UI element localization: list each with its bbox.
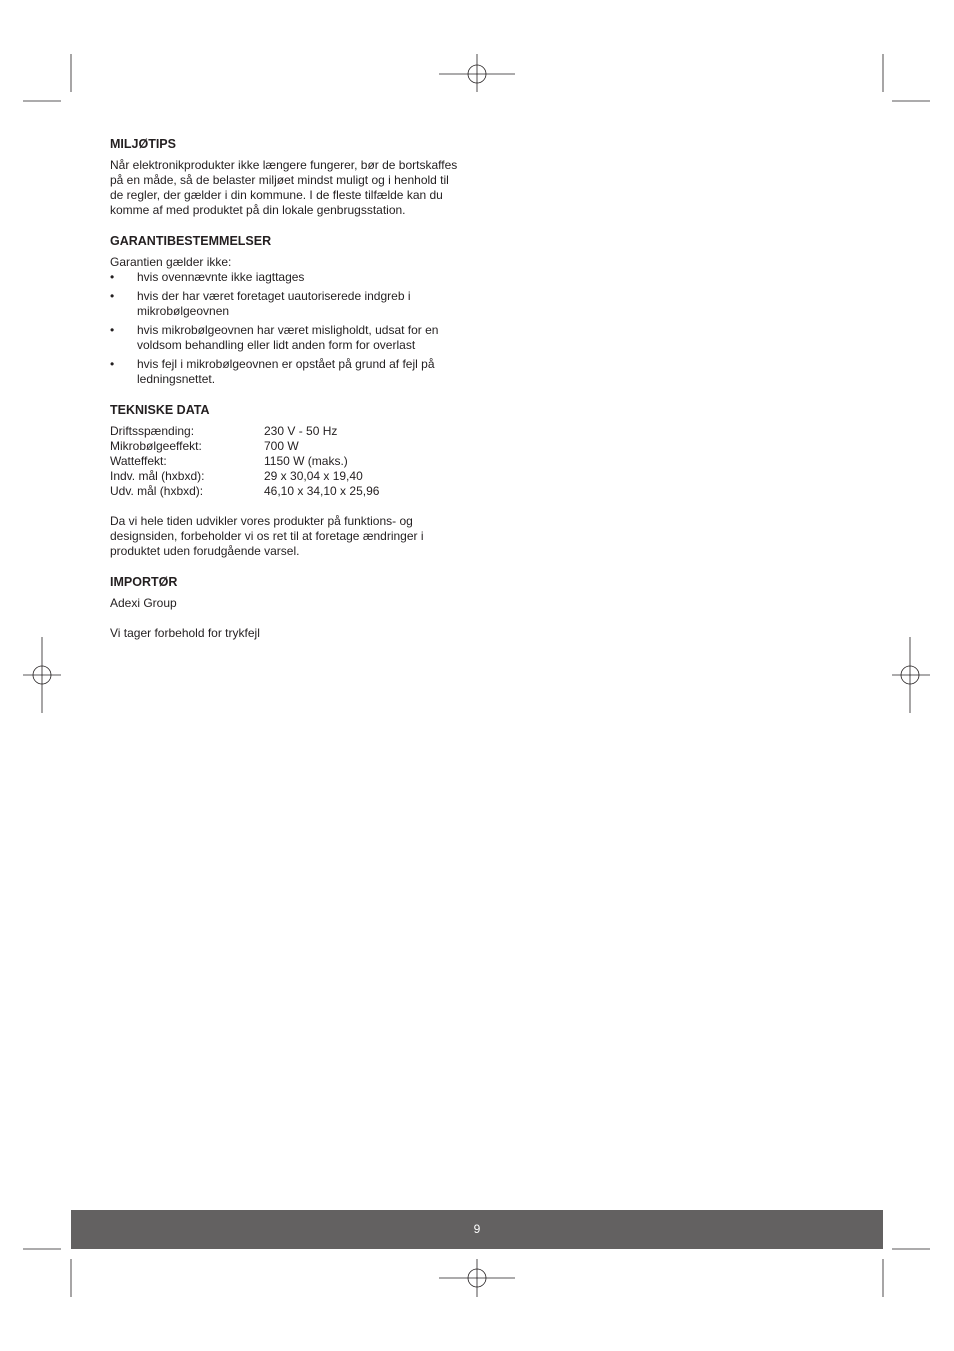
heading-importor: IMPORTØR — [110, 575, 178, 589]
spec-label: Mikrobølgeeffekt: — [110, 439, 202, 453]
garanti-intro: Garantien gælder ikke: — [110, 255, 232, 269]
spec-row — [110, 424, 480, 439]
spec-row — [110, 439, 480, 454]
section-garanti — [110, 233, 480, 387]
list-item: • hvis fejl i mikrobølgeovnen er opstået på grund af fejl på ledningsnettet. — [110, 357, 435, 386]
heading-garanti: GARANTIBESTEMMELSER — [110, 234, 272, 248]
text-line: produktet uden forudgående varsel. — [110, 544, 300, 558]
page-number: 9 — [473, 1222, 481, 1236]
bullet-icon: • — [110, 357, 115, 371]
text-line: designsiden, forbeholder vi os ret til at foretage ændringer i — [110, 529, 424, 543]
document-content — [110, 136, 480, 656]
bullet-icon: • — [110, 323, 115, 337]
text-line: Når elektronikprodukter ikke længere fungerer, bør de bortskaffes — [110, 158, 458, 172]
spec-row — [110, 469, 480, 484]
spec-row — [110, 454, 480, 469]
spec-label: Indv. mål (hxbxd): — [110, 469, 205, 483]
text-line: komme af med produktet på din lokale genbrugsstation. — [110, 203, 406, 217]
spec-value: 230 V - 50 Hz — [264, 424, 338, 438]
registration-mark-top — [439, 54, 515, 92]
product-change-notice — [110, 514, 480, 559]
section-miljotips — [110, 136, 480, 218]
bullet-icon: • — [110, 289, 115, 303]
importer-company: Adexi Group — [110, 596, 177, 610]
spec-label: Watteffekt: — [110, 454, 167, 468]
registration-mark-left — [23, 637, 61, 713]
bullet-icon: • — [110, 270, 115, 284]
section-importor — [110, 574, 480, 641]
text-line: de regler, der gælder i din kommune. I de fleste tilfælde kan du — [110, 188, 443, 202]
print-disclaimer: Vi tager forbehold for trykfejl — [110, 626, 260, 640]
text-line: på en måde, så de belaster miljøet mindst muligt og i henhold til — [110, 173, 449, 187]
spec-value: 46,10 x 34,10 x 25,96 — [264, 484, 380, 498]
list-item: • hvis mikrobølgeovnen har været misligholdt, udsat for en voldsom behandling eller lidt anden form for overlast — [110, 323, 439, 352]
spec-label: Driftsspænding: — [110, 424, 195, 438]
heading-miljotips: MILJØTIPS — [110, 137, 176, 151]
spec-value: 29 x 30,04 x 19,40 — [264, 469, 363, 483]
miljotips-text — [110, 158, 480, 218]
spec-label: Udv. mål (hxbxd): — [110, 484, 204, 498]
spec-table — [110, 424, 480, 499]
footer-bar — [71, 1210, 883, 1249]
spec-value: 1150 W (maks.) — [264, 454, 348, 468]
heading-tekniske-data: TEKNISKE DATA — [110, 403, 210, 417]
registration-mark-right — [892, 637, 930, 713]
section-tekniske-data — [110, 402, 480, 559]
list-item: • hvis der har været foretaget uautoriserede indgreb i mikrobølgeovnen — [110, 289, 411, 318]
text-line: Da vi hele tiden udvikler vores produkter på funktions- og — [110, 514, 413, 528]
spec-row — [110, 484, 480, 499]
list-item: • hvis ovennævnte ikke iagttages — [110, 270, 305, 284]
registration-mark-bottom — [439, 1259, 515, 1297]
spec-value: 700 W — [264, 439, 299, 453]
garanti-list — [110, 270, 480, 387]
